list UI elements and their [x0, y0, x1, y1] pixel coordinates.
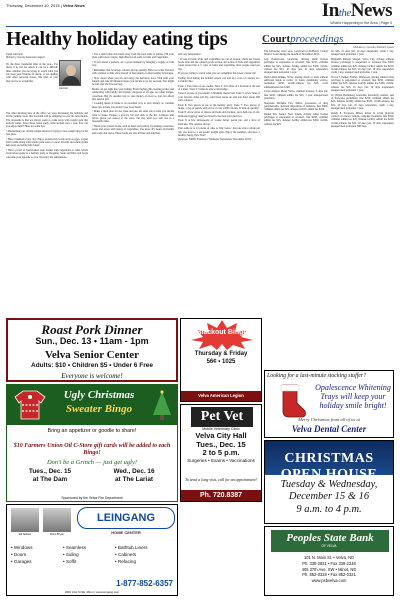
photo-caption: Jabrocki [59, 87, 68, 90]
paragraph: Benjamin Russell Sleepel, Velva City, driving without license/ privileges is suspended or revoked, fine $300, criminal admin fee $25, defense facility admin fee $100, victim-witness fee $25, 10 days jail, 10 days suspended, credit 1 day, unsupervised probation 1 year. [331, 57, 394, 75]
pet-vet-date: Tues., Dec. 15 [196, 439, 246, 449]
photo-shoulders [62, 76, 80, 85]
open-house-ad [264, 440, 394, 524]
service-item: • Refacing [115, 558, 137, 564]
paragraph: The following cases were convicted in McHenry County District Court during the month of November 2015. [264, 50, 328, 57]
starburst-icon [187, 320, 257, 350]
ugly-date-2-day: Wed., Dec. 16 [113, 468, 155, 475]
paragraph: Taste 4: A taste of your mom's Christmas cheese ball. Taste 5: A few bites of your favorite chips and dip. Add those tastes up and you have about 400 extra calories. [178, 92, 261, 103]
pet-vet-hours: 2 to 5 p.m. [202, 448, 240, 457]
pet-vet-services: Surgeries • Exams • Vaccinations [187, 458, 255, 463]
court-title-a: Court [262, 33, 291, 45]
section-title [322, 0, 392, 22]
paragraph: Sheyenne Michelle Fox, Minot, possession of drug paraphernalia, deferred imposition of sentence, fine $300, criminal admin fee $25, defense facility admin fee $100. [264, 101, 328, 112]
bank-sub: OF VELVA [321, 544, 337, 548]
ugly-title-2: Sweater Bingo [65, 403, 133, 415]
court-column-2 [331, 50, 394, 130]
leingang-sub: HOME CENTER [111, 530, 141, 535]
leingang-phone: 1-877-852-6357 [116, 579, 173, 588]
ugly-line: Bring an appetizer or goodie to share! [47, 428, 137, 434]
staff-photo [11, 508, 39, 532]
section-title-news: News [350, 0, 392, 21]
ugly-dress: Don't be a Grinch — just get ugly! [46, 459, 138, 466]
paragraph: Moms can get right into your baking. From buying gifts, hosting parties and celebrating with family and friends, shoppers of all ages are often budget-conscious. But it's another way to save money on food so you can afford that special gift. [92, 87, 174, 101]
staff-name: Brent Bryan [50, 533, 64, 536]
paragraph: Cyrus Andrew Mead, Velva, criminal trespass, 5 days jail, fine $250, criminal admin fee $25, 1 year unsupervised probation. [264, 90, 328, 101]
paragraph: • If your favorite fruits and vegetables are out of season, check the frozen foods aisle and the canned goods section. All forms of fruits and vegetables count toward the 2 ½ cups of fruits and vegetables most people need per day. [178, 57, 260, 71]
feature-column-3 [178, 53, 260, 143]
service-item: • Windows [11, 545, 33, 550]
paragraph: • Watch your protein foods, such as meat and poultry, by making casseroles, soups and stews with plenty of vegetables. Use more dry beans and lentils and soups and stews. These foods are rich in fiber and nutrition. [92, 124, 174, 135]
photo-face [66, 65, 76, 76]
leingang-services [11, 545, 175, 565]
dental-note: Merry Christmas from all of us at [298, 417, 360, 422]
paragraph: It's the most wonderful time of the year... For many it is, but for others it can be a difficult time, whether you are trying to watch what you eat, keep your finances in check, or are dealing with other personal issues, this time of year may not be so wonderful. [6, 63, 58, 83]
staff-name: Ed Seibert [18, 533, 32, 536]
author-photo [59, 60, 81, 86]
pet-vet-ad [180, 404, 262, 502]
blackout-details [181, 351, 261, 366]
bank-address-line: Ph. 852-0328 • Fax 852-0321 [302, 572, 356, 578]
paragraph: The other morning here at the office we were discussing the holidays and all the yummy treats that we think will be tempting us over the next month. The downside is that we always seem to come away with weight gain that nobody wants. Since those treats really come around once a year, how can you enjoy them? Here are some tips: [6, 112, 88, 129]
christmas-tree-icon [151, 389, 173, 421]
paragraph: and very inexpensive. [178, 53, 202, 56]
blackout-bingo-ad [180, 318, 262, 402]
pet-vet-sub: Mobile Veterinary Clinic [202, 427, 240, 431]
peoples-state-bank-ad [264, 526, 394, 596]
byline [6, 53, 62, 60]
service-item: • Seamless [63, 545, 87, 550]
feature-column-1 [6, 112, 88, 160]
dental-name: Velva Dental Center [291, 424, 367, 434]
paragraph: Guy Eudorwood, Granville, driving while license privileges is suspended or revoked, fine $150, criminal admin fee $25, defense facility admin fee $100, victim-witness fee $25, 10 days jail, 10 days suspended, unsupervised probation 1 year. [264, 57, 328, 75]
blackout-line: Thursday & Friday [194, 351, 248, 357]
roast-when: Sun., Dec. 13 • 11am - 1pm [35, 336, 149, 346]
leingang-address: 2010 21st St SE, Minot | www.leingang.com [64, 590, 120, 594]
ugly-prize: $10 Farmers Union Oil C-Store gift cards will be added to each Bingo! [13, 443, 171, 456]
pet-vet-logo: Pet Vet [191, 407, 253, 427]
roast-note: Everyone is welcome! [61, 372, 123, 380]
paragraph: • Slow down when you eat and enjoy the delicious food. Visit with your friends and take 20 minutes before you decide to go for seconds. You might be full after the first serving. [92, 76, 174, 87]
paragraph: • If you attend a potluck, set a good example by bringing a veggie or fruit tray. [92, 60, 174, 68]
dental-offer: Opalescence Whitening Trays will keep your holiday smile bright! [315, 383, 391, 410]
paragraph: Tasting food during the holiday season can add up to lots of calories too. Consider this: [178, 76, 260, 83]
section-title-in: In [321, 0, 339, 21]
feature-column-2 [92, 53, 174, 136]
leingang-photos [11, 508, 73, 538]
header-rule [6, 26, 394, 27]
leingang-ad [6, 504, 178, 596]
roast-where: Velva Senior Center [44, 349, 140, 361]
paragraph: • Remember that beverage calories add up quickly. Have ice water flavored with a lemon or lime slice instead of fruit punch or other holiday beverages. [92, 68, 174, 76]
ugly-date-1-day: Tues., Dec. 15 [28, 468, 72, 475]
paragraph: • Have breakfast every day. Enjoy protein-rich foods such as eggs, yogurt and/or milk along with whole grain toast or cereal. Protein and whole grains help keep us feeling full longer. [6, 137, 88, 148]
dateline-date: Thursday, December 10, 2015 [6, 3, 60, 8]
paper-name: Velva News [63, 3, 85, 8]
dental-title: Looking for a last-minute stocking stuffer? [267, 373, 367, 379]
byline-name: Carla Jabrocki [6, 53, 23, 56]
paragraph: • Cooking meals at home is an excellent way to save money, so consider these tips to help you stretch your food dollar: [92, 102, 174, 109]
bank-address [265, 555, 393, 584]
ugly-date-2-place: at The Lariat [115, 475, 153, 483]
section-title-the: the [338, 7, 351, 19]
roast-price: Adults: $10 • Children $5 • Under 6 Free [31, 362, 153, 369]
service-item: • Bathtub Liners [115, 545, 148, 550]
section-tagline: What's Happening in the Area | Page 3 [330, 21, 392, 25]
ugly-sponsor: Sponsored by the Velva Fire Department [61, 496, 123, 500]
open-house-hours: 9 a.m. to 4 p.m. [296, 504, 362, 515]
roast-pork-ad [6, 318, 178, 382]
paragraph: • Have a bowl of fresh-baked soup loaded with vegetables or other whole food before going to a holiday party or shopping. Soup and fiber-rich foods can tame your appetite so you can enjoy the temptations. [6, 149, 88, 159]
blackout-title: Blackout Bingo [196, 329, 248, 336]
ugly-title-1: Ugly Christmas [63, 389, 135, 401]
feature-column-1a [6, 63, 58, 84]
velva-dental-ad [264, 370, 394, 438]
service-item: • Cabinets [115, 551, 137, 557]
service-item: • Doors [11, 551, 27, 557]
paragraph: Devin Allen Rimke, Velva, issuing check or draft without sufficient funds or credit, 12 hours community service, restitution $250, victim-witness fee $25, court administration fee $100. [264, 75, 328, 89]
paragraph: • Maintaining our current weight instead of trying to lose weight may be the best plan. [6, 129, 88, 137]
bank-address-line: 405 37th Ave. SW • Minot, ND [301, 566, 357, 572]
paragraph: for $25, 10 days jail, 10 days suspended, credit 1 day, unsupervised probation 1 year. [331, 50, 394, 57]
ugly-date-1 [11, 468, 89, 483]
stocking-icon [271, 383, 311, 419]
paragraph: If you are trying to watch what you eat, remember this lower-calorie tip! [178, 72, 256, 76]
paragraph: Randy E. Swanson, Minot, driver in actual physical control of a motor vehicle, complete treatment, fine $500, criminal admin fee $25, defense facility admin fee $100, victim-witness fee $25, 10 days jail, 10 days suspended, unsupervised probation 360 days. [331, 111, 394, 128]
pet-vet-phone: Ph. 720.8387 [181, 490, 261, 501]
paragraph: Taste 1: Two bites of one cookie. Taste 2: Two bites of a brownie at the end of a meal. Taste 3: Someone else's extra fudge. [178, 84, 260, 91]
dateline: Thursday, December 10, 2015 | Velva News [6, 3, 85, 8]
open-house-dates: Tuesday & Wednesday, December 15 & 16 [280, 479, 378, 502]
paragraph: Trevor J. Peltier, Fridley, Minnesota, driving while license privilege is suspended or revoked, fine $250, criminal admin fee $25, defense facility admin fee $100, victim-witness fee $25, 10 days jail, 10 days suspended, unsupervised probation 1 year. [331, 75, 394, 93]
bank-logo: Peoples State Bank [271, 530, 389, 552]
paragraph: Taste 6: Two pieces of pie at the holiday party. Taste 7: Two pieces of fudge, 1 cup of punch, and you're at over 1,000 calories. It adds up quickly! [178, 103, 260, 110]
bank-address-line: Ph. 338-2821 • Fax 338-2248 [302, 560, 356, 566]
paragraph: • Make a meal plan for the week and use the sales ads to help you decide what to make. Prepare a grocery list and stick to the list. Compare unit prices (price per ounce) at the store, but buy what you will use in a reasonable time. [92, 110, 174, 124]
roast-title: Roast Pork Dinner [41, 322, 143, 337]
blackout-host: Velva American Legion [181, 391, 261, 401]
sweater-icon [13, 389, 47, 421]
court-title-b: proceedings [290, 33, 344, 45]
paragraph: That adds up to 12 pieces of cake or 'tiny tastes.' Just one extra calorie per day can lead to a six-pound weight gain. Enjoy the holidays and have a healthy, happy New Year! [178, 127, 260, 137]
bank-website: www.psbvelva.com [311, 578, 347, 584]
paragraph: Daniel Eric Sauter, New Salem, driving while license privileges is suspended or revoked, fine $250, criminal admin fee $25, defense facility admin fee $100, victim-witness fee $25. [264, 112, 328, 126]
ugly-sweater-bingo-ad [6, 384, 178, 502]
pet-vet-when [181, 432, 261, 458]
service-item: • Siding [63, 551, 79, 557]
paragraph: (Sources: NDSU Extension 'Tenderize Newsletter,' December 2015) [178, 138, 252, 142]
service-item: • Soffit [63, 558, 77, 564]
open-house-title: CHRISTMAS OPEN HOUSE [280, 451, 378, 482]
byline-org: McHenry County Extension Agent [6, 56, 45, 60]
paragraph: W. Wayne Bollinberg, Granville, disorderly conduct, sale of fireworks prohibited, fine $250, criminal admin fee $25, defense facility admin fee $100, victim-witness fee $25, 10 days jail, 10 days suspended, credit 1 day, unsupervised probation 1 year. [331, 93, 394, 111]
paragraph: Taste 9: A few tablespoons of cookie batter, pecan pie, and a slice of fruitcake. The calories add up. [178, 119, 260, 126]
feature-headline: Healthy holiday eating tips [6, 28, 228, 50]
blackout-prize: 56¢ • 1025 [206, 358, 236, 365]
paragraph: Taste 8: A few slices of cheese and ham and crackers, and a half-cup of old-fashioned eggnog. And you haven't even had your meal yet. [178, 111, 260, 118]
ugly-date-1-place: at The Dam [32, 475, 68, 483]
leingang-logo: LEINGANG [77, 507, 175, 529]
staff-photo [43, 508, 71, 532]
pet-vet-note: To send a long visit, call for an appointment! [185, 477, 257, 482]
service-item: • Garages [11, 558, 32, 564]
pet-vet-place: Velva City Hall [195, 431, 247, 440]
ugly-date-2 [95, 468, 173, 483]
paragraph: • Use a small plate and stand away from the food table at parties. Fill your plate with lower-calorie, high-fiber foods such as fruits and vegetables. [92, 53, 174, 60]
court-subtitle: McHenry County District Court [262, 43, 394, 49]
bank-address-line: 101 N. Main St. • Velva, ND [303, 555, 355, 560]
court-column-1 [264, 50, 328, 127]
